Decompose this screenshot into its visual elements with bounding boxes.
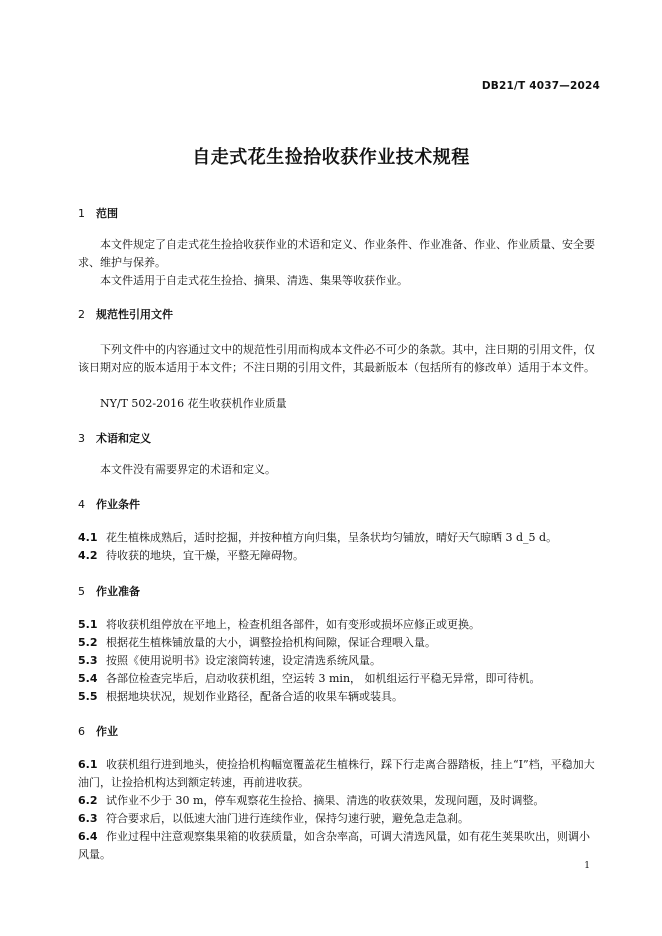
terms-paragraph: 本文件没有需要界定的术语和定义。 [100, 463, 276, 476]
section-heading-terms [78, 430, 151, 446]
clause-number: 4.2 [78, 549, 98, 562]
clause-5-2 [78, 634, 598, 652]
clause-text: 根据地块状况，规划作业路径，配备合适的收果车辆或装具。 [106, 690, 403, 703]
clause-text: 符合要求后，以低速大油门进行连续作业，保持匀速行驶，避免急走急刹。 [106, 812, 469, 825]
clause-number: 6.3 [78, 812, 98, 825]
clause-5-5 [78, 688, 598, 706]
section-title: 作业准备 [96, 585, 140, 598]
section-number: 4 [78, 498, 85, 511]
section-title: 规范性引用文件 [96, 308, 173, 321]
section-number: 3 [78, 432, 85, 445]
section-number: 2 [78, 308, 85, 321]
section-heading-preparation [78, 583, 140, 599]
clause-number: 5.2 [78, 636, 98, 649]
scope-paragraph-1: 本文件规定了自走式花生捡拾收获作业的术语和定义、作业条件、作业准备、作业、作业质量、安全要求、维护与保养。 [78, 238, 595, 269]
clause-4-2 [78, 547, 598, 565]
clause-5-1 [78, 616, 598, 634]
clause-text: 作业过程中注意观察集果箱的收获质量，如含杂率高，可调大清选风量，如有花生荚果吹出，则调小风量。 [78, 830, 590, 861]
section-title: 作业 [96, 725, 118, 738]
section-number: 5 [78, 585, 85, 598]
scope-paragraph-2: 本文件适用于自走式花生捡拾、摘果、清选、集果等收获作业。 [100, 274, 408, 287]
clause-number: 5.5 [78, 690, 98, 703]
clause-text: 花生植株成熟后，适时挖掘，并按种植方向归集，呈条状均匀铺放，晴好天气晾晒 3 d_5 d。 [106, 531, 558, 544]
section-title: 作业条件 [96, 498, 140, 511]
clause-4-1 [78, 529, 598, 547]
clause-number: 5.1 [78, 618, 98, 631]
clause-number: 4.1 [78, 531, 98, 544]
clause-number: 6.1 [78, 758, 98, 771]
document-title: 自走式花生捡拾收获作业技术规程 [192, 147, 470, 168]
page-number: 1 [584, 861, 590, 871]
section-number: 1 [78, 207, 85, 220]
clause-6-1 [78, 756, 598, 792]
clause-text: 将收获机组停放在平地上，检查机组各部件，如有变形或损坏应修正或更换。 [106, 618, 480, 631]
references-paragraph-2: NY/T 502-2016 花生收获机作业质量 [100, 397, 287, 410]
references-paragraph-1: 下列文件中的内容通过文中的规范性引用而构成本文件必不可少的条款。其中，注日期的引用文件，仅该日期对应的版本适用于本文件；不注日期的引用文件，其最新版本（包括所有的修改单）适用于本文件。 [78, 343, 595, 374]
clause-number: 6.2 [78, 794, 98, 807]
section-heading-operation [78, 723, 118, 739]
clause-text: 待收获的地块，宜干燥，平整无障碍物。 [106, 549, 304, 562]
clause-number: 6.4 [78, 830, 98, 843]
clause-6-3 [78, 810, 598, 828]
section-title: 术语和定义 [96, 432, 151, 445]
clause-6-4 [78, 828, 598, 864]
clause-text: 按照《使用说明书》设定滚筒转速，设定清选系统风量。 [106, 654, 381, 667]
section-number: 6 [78, 725, 85, 738]
clause-text: 试作业不少于 30 m，停车观察花生捡拾、摘果、清选的收获效果，发现问题，及时调整。 [106, 794, 545, 807]
clause-5-3 [78, 652, 598, 670]
section-heading-references [78, 306, 173, 322]
clause-text: 各部位检查完毕后，启动收获机组，空运转 3 min， 如机组运行平稳无异常，即可待机。 [106, 672, 541, 685]
section-heading-scope [78, 205, 118, 221]
clause-5-4 [78, 670, 598, 688]
standard-code: DB21/T 4037—2024 [481, 80, 600, 92]
clause-6-2 [78, 792, 598, 810]
section-title: 范围 [96, 207, 118, 220]
clause-number: 5.4 [78, 672, 98, 685]
clause-text: 收获机组行进到地头，使捡拾机构幅宽覆盖花生植株行，踩下行走离合器踏板，挂上“I”档，平稳加大油门，让捡拾机构达到额定转速，再前进收获。 [78, 758, 595, 789]
clause-number: 5.3 [78, 654, 98, 667]
section-heading-conditions [78, 496, 140, 512]
clause-text: 根据花生植株铺放量的大小，调整捡拾机构间隙，保证合理喂入量。 [106, 636, 436, 649]
